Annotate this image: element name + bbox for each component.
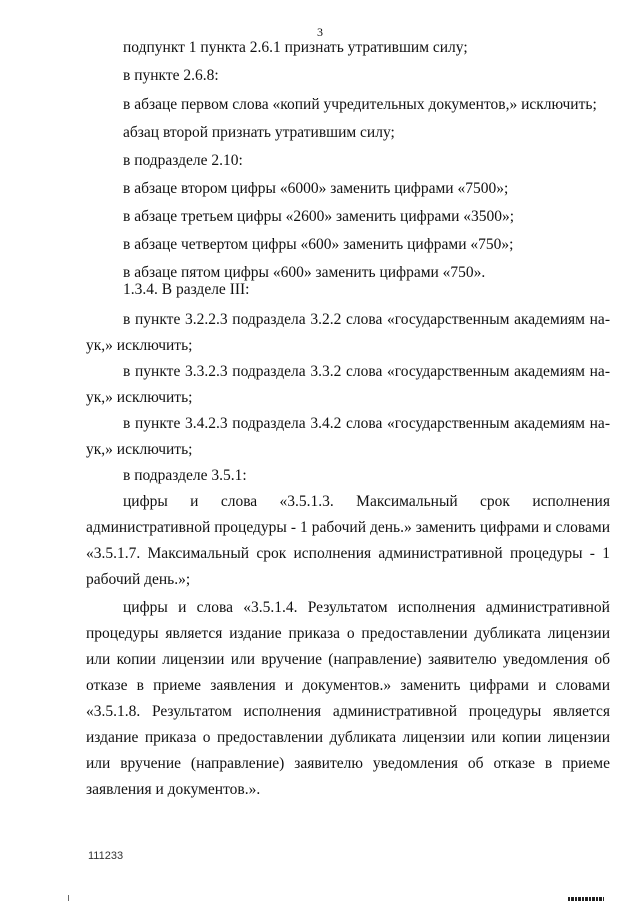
paragraph-rest: административной процедуры - 1 рабочий день.» заменить цифрами и словами «3.5.1.7. Максимальный срок исполнения административной процедуры - 1 рабочий день.»; — [86, 519, 610, 588]
word: в — [123, 415, 131, 432]
paragraph-rest: ук,» исключить; — [86, 441, 193, 458]
subsection-heading: в подразделе 3.5.1: — [123, 467, 247, 484]
paragraph-first-line — [86, 359, 610, 385]
word: академиям — [514, 415, 585, 432]
word: слова — [220, 493, 258, 510]
text-line: в абзаце пятом цифры «600» заменить цифрами «750». — [123, 264, 486, 281]
paragraph-first-line — [86, 595, 610, 621]
word: административной — [485, 599, 610, 616]
section-heading: 1.3.4. В разделе III: — [123, 281, 250, 298]
word: 3.2.2.3 — [185, 311, 228, 328]
word: и — [190, 493, 199, 510]
word: пункте — [135, 415, 181, 432]
word: 3.3.2.3 — [185, 363, 228, 380]
word: цифры — [123, 493, 168, 510]
word: на- — [589, 415, 610, 432]
text-line: в пункте 2.6.8: — [123, 67, 219, 84]
text-line: в абзаце втором цифры «6000» заменить цифрами «7500»; — [123, 180, 509, 197]
word: Максимальный — [356, 493, 458, 510]
word: 3.4.2 — [310, 415, 342, 432]
text-line: подпункт 1 пункта 2.6.1 признать утратившим силу; — [123, 39, 468, 56]
paragraph — [86, 411, 610, 463]
paragraph-rest: ук,» исключить; — [86, 337, 193, 354]
word: «государственным — [387, 415, 510, 432]
word: слова — [345, 311, 383, 328]
word: «государственным — [387, 311, 510, 328]
text-line: в абзаце первом слова «копий учредительных документов,» исключить; — [123, 96, 597, 113]
word: «государственным — [387, 363, 510, 380]
page-number: 3 — [317, 25, 323, 39]
word: цифры — [123, 599, 168, 616]
paragraph-rest: процедуры является издание приказа о предоставлении дубликата лицензии или копии лицензии или вручение (направление) заявителю уведомления об отказе в приеме заявления и документов.» заменить цифрами и словами «3.5.1.8. Результатом исполнения административной процедуры является издание приказа о предоставлении дубликата лицензии или копии лицензии или вручение (направление) заявителю уведомления об отказе в приеме заявления и документов.». — [86, 625, 610, 798]
word: подраздела — [232, 415, 306, 432]
word: слова — [345, 363, 383, 380]
word: подраздела — [232, 311, 306, 328]
word: и — [178, 599, 187, 616]
word: в — [123, 363, 131, 380]
text-line: в подразделе 2.10: — [123, 152, 243, 169]
word: академиям — [514, 363, 585, 380]
word: Результатом — [307, 599, 388, 616]
text-line: абзац второй признать утратившим силу; — [123, 124, 395, 141]
text-line: в абзаце четвертом цифры «600» заменить цифрами «750»; — [123, 236, 514, 253]
word: пункте — [135, 311, 181, 328]
paragraph-first-line — [86, 307, 610, 333]
word: «3.5.1.3. — [279, 493, 334, 510]
word: 3.3.2 — [310, 363, 342, 380]
paragraph-first-line — [86, 489, 610, 515]
text-line: в абзаце третьем цифры «2600» заменить цифрами «3500»; — [123, 208, 515, 225]
word: академиям — [514, 311, 585, 328]
word: слова — [345, 415, 383, 432]
amendment-paragraph — [86, 595, 610, 803]
word: в — [123, 311, 131, 328]
word: 3.2.2 — [310, 311, 342, 328]
paragraph — [86, 359, 610, 411]
word: «3.5.1.4. — [243, 599, 298, 616]
word: 3.4.2.3 — [185, 415, 228, 432]
paragraph — [86, 307, 610, 359]
word: пункте — [135, 363, 181, 380]
word: подраздела — [232, 363, 306, 380]
word: исполнения — [397, 599, 476, 616]
word: на- — [589, 311, 610, 328]
paragraph-first-line — [86, 411, 610, 437]
scan-artifact — [68, 895, 69, 901]
document-code: 111233 — [88, 850, 124, 862]
barcode-mark — [568, 897, 604, 901]
word: на- — [589, 363, 610, 380]
word: исполнения — [532, 493, 610, 510]
word: срок — [480, 493, 510, 510]
word: слова — [196, 599, 233, 616]
amendment-paragraph — [86, 489, 610, 593]
paragraph-rest: ук,» исключить; — [86, 389, 193, 406]
